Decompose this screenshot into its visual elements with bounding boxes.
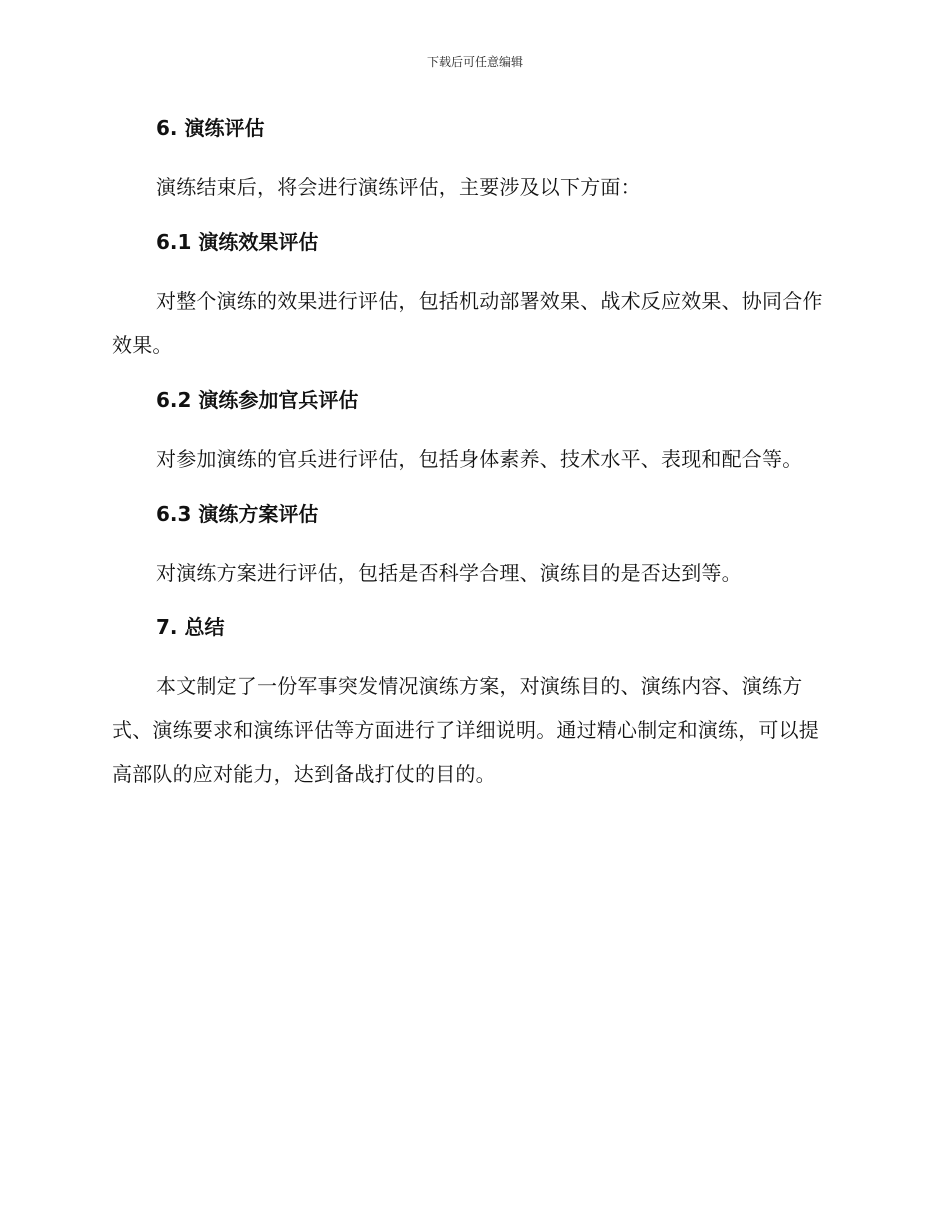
page-header: 下载后可任意编辑 [426,55,523,69]
section-heading-6-3: 6.3 演练方案评估 [156,502,319,526]
section-heading-6-2: 6.2 演练参加官兵评估 [156,388,359,412]
section-7-body: 本文制定了一份军事突发情况演练方案，对演练目的、演练内容、演练方式、演练要求和演练评估等方面进行了详细说明。通过精心制定和演练，可以提高部队的应对能力，达到备战打仗的目的。 [112,674,819,786]
section-6-1-body: 对整个演练的效果进行评估，包括机动部署效果、战术反应效果、协同合作效果。 [112,289,823,357]
section-6-2-body: 对参加演练的官兵进行评估，包括身体素养、技术水平、表现和配合等。 [156,447,803,471]
section-heading-7: 7. 总结 [156,615,225,639]
document-body [112,108,834,796]
section-6-3-body: 对演练方案进行评估，包括是否科学合理、演练目的是否达到等。 [156,561,742,585]
section-heading-6: 6. 演练评估 [156,116,265,140]
section-heading-6-1: 6.1 演练效果评估 [156,230,319,254]
section-6-intro: 演练结束后，将会进行演练评估，主要涉及以下方面： [156,175,641,199]
